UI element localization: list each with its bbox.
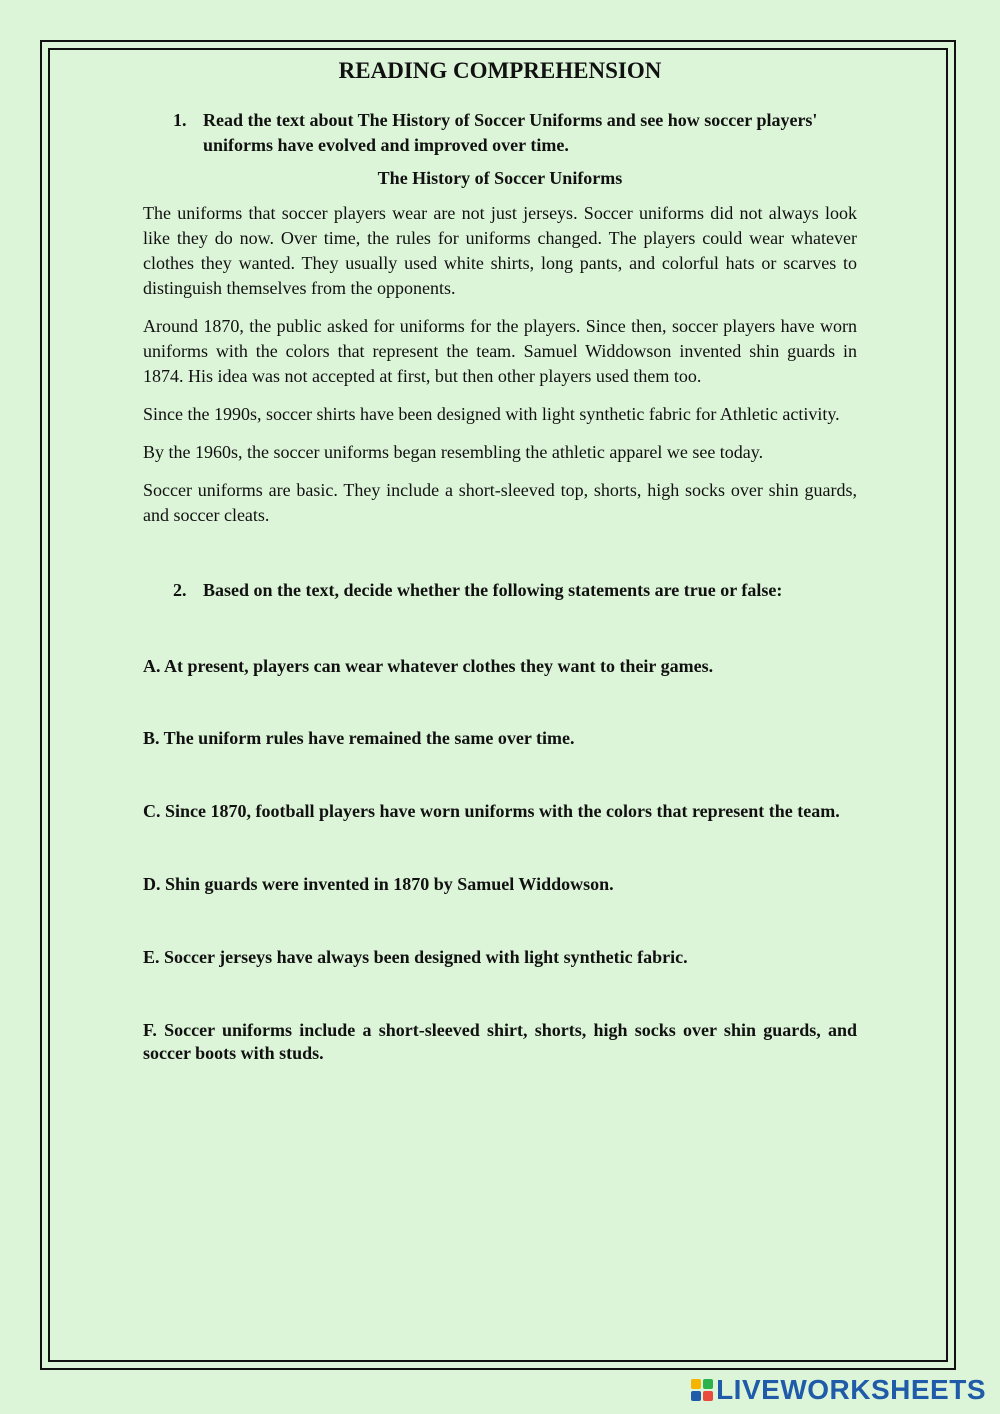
instruction-1-text: Read the text about The History of Soccer Uniforms and see how soccer players' uniforms have evolved and improved over time.: [203, 110, 818, 155]
worksheet-content: [143, 58, 857, 1065]
instruction-2-text: Based on the text, decide whether the following statements are true or false:: [203, 580, 783, 600]
statement-a: A. At present, players can wear whatever clothes they want to their games.: [143, 656, 714, 676]
instruction-2: [173, 578, 827, 603]
logo-text: LIVEWORKSHEETS: [716, 1374, 986, 1405]
logo-square-3: [691, 1391, 701, 1401]
instruction-1-number: 1.: [173, 110, 187, 130]
statement-b: B. The uniform rules have remained the same over time.: [143, 728, 575, 748]
statement-d: D. Shin guards were invented in 1870 by Samuel Widdowson.: [143, 874, 614, 894]
paragraph-1: The uniforms that soccer players wear are not just jerseys. Soccer uniforms did not always look like they do now. Over time, the rules for uniforms changed. The players could wear whatever clothes they wanted. They usually used white shirts, long pants, and colorful hats or scarves to distinguish themselves from the opponents.: [143, 203, 857, 298]
liveworksheets-logo[interactable]: [691, 1372, 986, 1408]
page-title: READING COMPREHENSION: [338, 58, 662, 83]
paragraph-5: Soccer uniforms are basic. They include a short-sleeved top, shorts, high socks over shin guards, and soccer cleats.: [143, 480, 857, 525]
statement-c: C. Since 1870, football players have worn uniforms with the colors that represent the team.: [143, 801, 840, 821]
instruction-2-number: 2.: [173, 580, 187, 600]
statement-f: F. Soccer uniforms include a short-sleeved shirt, shorts, high socks over shin guards, and soccer boots with studs.: [143, 1020, 857, 1063]
logo-square-1: [691, 1379, 701, 1389]
paragraph-2: Around 1870, the public asked for uniforms for the players. Since then, soccer players have worn uniforms with the colors that represent the team. Samuel Widdowson invented shin guards in 1874. His idea was not accepted at first, but then other players used them too.: [143, 316, 857, 386]
instruction-1: [173, 108, 827, 158]
paragraph-4: By the 1960s, the soccer uniforms began resembling the athletic apparel we see today.: [143, 442, 764, 462]
reading-text-title: The History of Soccer Uniforms: [377, 168, 623, 188]
logo-square-2: [703, 1379, 713, 1389]
paragraph-3: Since the 1990s, soccer shirts have been designed with light synthetic fabric for Athletic activity.: [143, 404, 840, 424]
logo-square-4: [703, 1391, 713, 1401]
liveworksheets-logo-icon: [691, 1379, 713, 1401]
statement-e: E. Soccer jerseys have always been designed with light synthetic fabric.: [143, 947, 688, 967]
